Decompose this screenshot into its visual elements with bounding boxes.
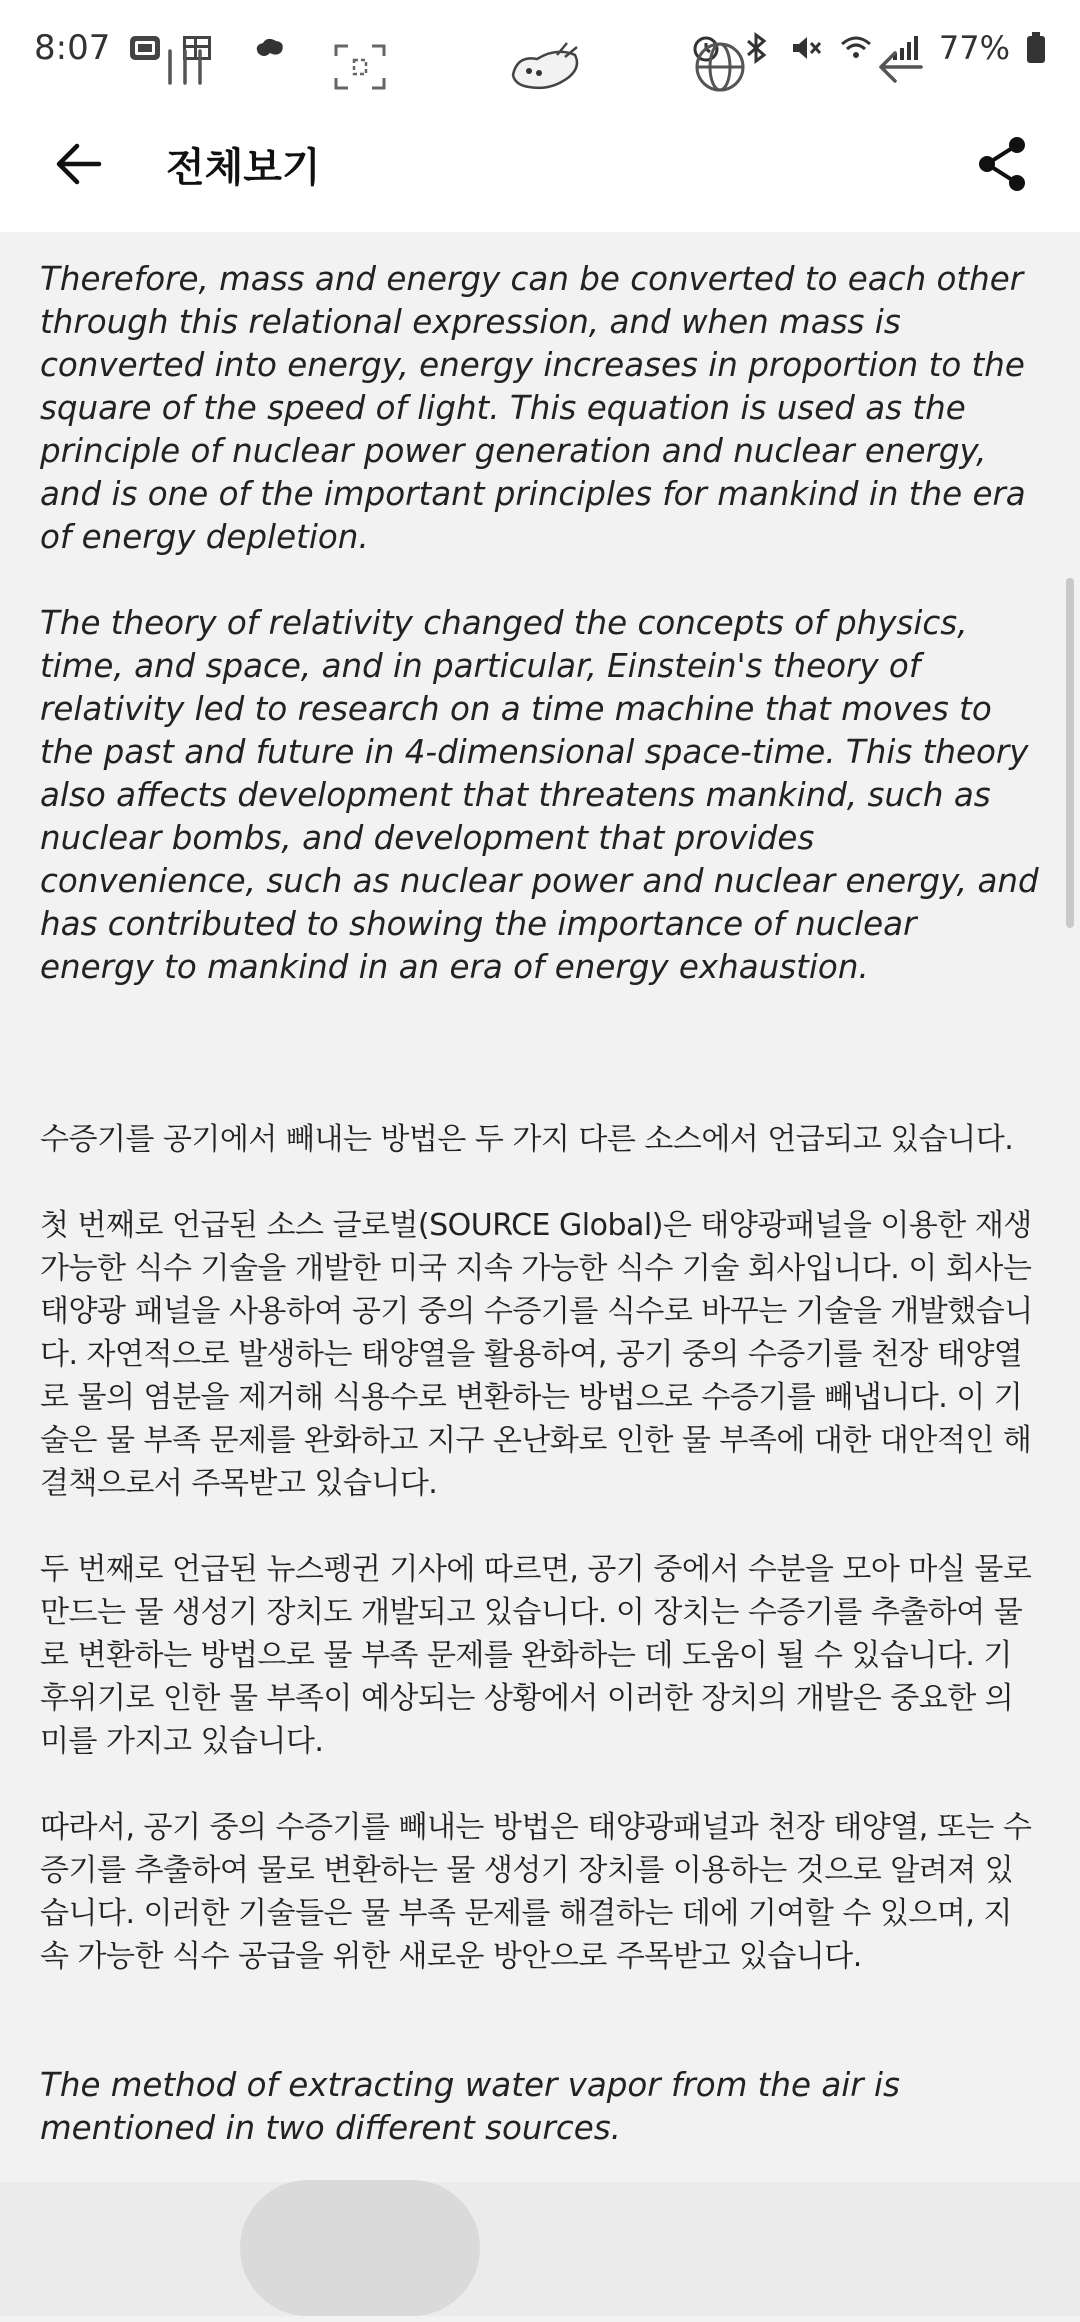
globe-button[interactable]: [660, 0, 780, 134]
back-button[interactable]: [28, 114, 128, 214]
mascot-icon: [507, 37, 583, 97]
paragraph: 따라서, 공기 중의 수증기를 빼내는 방법은 태양광패널과 천장 태양열, 또는 수증기를 추출하여 물로 변환하는 물 생성기 장치를 이용하는 것으로 알려져 있습니다. 이러한 기술들은 물 부족 문제를 해결하는 데에 기여할 수 있으며, 지속 가능한 식수 공급을 위한 새로운 방안으로 주목받고 있습니다.: [40, 1810, 1032, 1974]
page-title: 전체보기: [166, 144, 321, 191]
system-back-button[interactable]: [840, 0, 960, 134]
mute-icon: [789, 33, 823, 63]
scan-button-highlight: [240, 2180, 480, 2316]
share-icon: [975, 135, 1029, 193]
back-icon: [875, 47, 925, 87]
share-button[interactable]: [952, 114, 1052, 214]
status-time: 8:07: [34, 28, 111, 68]
paragraph: 첫 번째로 언급된 소스 글로벌(SOURCE Global)은 태양광패널을 이용한 재생 가능한 식수 기술을 개발한 미국 지속 가능한 식수 기술 회사입니다. 이 회사는 태양광 패널을 사용하여 공기 중의 수증기를 식수로 바꾸는 기술을 개발했습니다. 자연적으로 발생하는 태양열을 활용하여, 공기 중의 수증기를 천장 태양열로 물의 염분을 제거해 식용수로 변환하는 방법으로 수증기를 빼냅니다. 이 기술은 물 부족 문제를 완화하고 지구 온난화로 인한 물 부족에 대한 대안적인 해결책으로서 주목받고 있습니다.: [40, 1208, 1033, 1501]
battery-percent: 77%: [938, 29, 1010, 67]
full-text-view[interactable]: [0, 232, 1080, 2182]
arrow-left-icon: [51, 137, 105, 191]
battery-icon: [1026, 32, 1046, 64]
recent-apps-button[interactable]: [120, 0, 250, 134]
scrollbar[interactable]: [1066, 578, 1074, 928]
navigation-bar: [0, 2182, 1080, 2316]
paragraph: 수증기를 공기에서 빼내는 방법은 두 가지 다른 소스에서 언급되고 있습니다.: [40, 1122, 1014, 1157]
paragraph: The method of extracting water vapor from the air is mentioned in two different sources.: [40, 2066, 900, 2147]
paragraph: Therefore, mass and energy can be converted to each other through this relational expression, and when mass is converted into energy, energy increases in proportion to the square of the speed of light. This equation is used as the principle of nuclear power generation and nuclear energy, and is one of the important principles for mankind in the era of energy depletion.: [40, 260, 1026, 556]
mascot-button[interactable]: [480, 0, 610, 134]
cloud-icon: [252, 33, 286, 63]
scan-button[interactable]: [295, 0, 425, 134]
scan-icon: [332, 42, 388, 92]
paragraph: The theory of relativity changed the concepts of physics, time, and space, and in particular, Einstein's theory of relativity led to research on a time machine that moves to the past and future in 4-dimensional space-time. This theory also affects development that threatens mankind, such as nuclear bombs, and development that provides convenience, such as nuclear power and nuclear energy, and has contributed to showing the importance of nuclear energy to mankind in an era of energy exhaustion.: [40, 604, 1039, 986]
paragraph: 두 번째로 언급된 뉴스펭귄 기사에 따르면, 공기 중에서 수분을 모아 마실 물로 만드는 물 생성기 장치도 개발되고 있습니다. 이 장치는 수증기를 추출하여 물로 변환하는 방법으로 물 부족 문제를 완화하는 데 도움이 될 수 있습니다. 기후위기로 인한 물 부족이 예상되는 상황에서 이러한 장치의 개발은 중요한 의미를 가지고 있습니다.: [40, 1552, 1032, 1759]
recent-apps-icon: [162, 47, 208, 87]
globe-icon: [693, 40, 747, 94]
